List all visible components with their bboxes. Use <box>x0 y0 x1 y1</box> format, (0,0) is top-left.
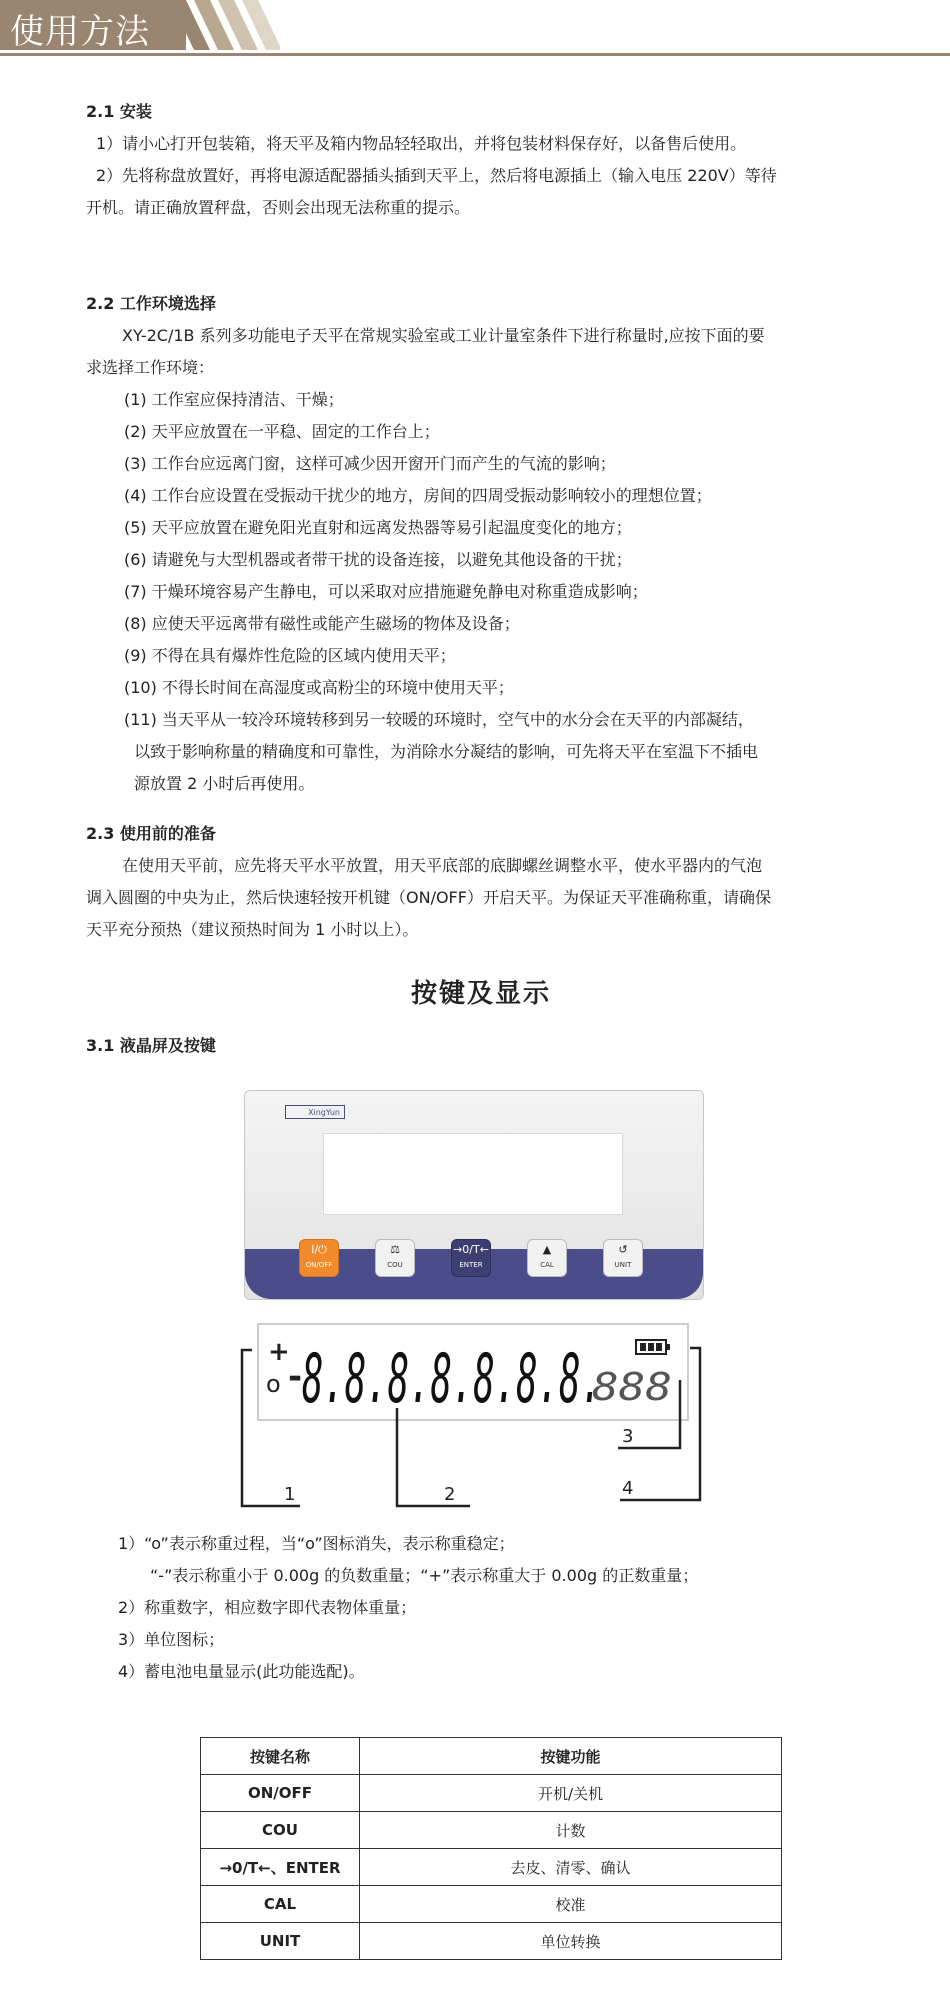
brand-logo: XingYun <box>285 1105 345 1119</box>
note-2: 2）称重数字，相应数字即代表物体重量； <box>118 1598 417 1617</box>
tare-enter-key: →0/T← ENTER <box>451 1239 491 1277</box>
list-item: (8) 应使天平远离带有磁性或能产生磁场的物体及设备； <box>124 614 520 633</box>
section-2-1-title: 2.1 安装 <box>86 102 152 121</box>
note-4: 4）蓄电池电量显示(此功能选配)。 <box>118 1662 365 1681</box>
header-key-name: 按键名称 <box>201 1738 360 1775</box>
plus-sign-icon: + <box>268 1337 290 1367</box>
section-2-3-p2: 调入圆圈的中央为止，然后快速轻按开机键（ON/OFF）开启天平。为保证天平准确称重，请确保 <box>86 888 771 907</box>
callout-4: 4 <box>622 1478 634 1499</box>
list-item: (11) 当天平从一较冷环境转移到另一较暖的环境时，空气中的水分会在天平的内部凝结， <box>124 710 754 729</box>
list-item-continuation: 源放置 2 小时后再使用。 <box>134 774 315 793</box>
section-2-2-intro1: XY-2C/1B 系列多功能电子天平在常规实验室或工业计量室条件下进行称量时,应按下面的要 <box>122 326 765 345</box>
section-2-1-p1: 1）请小心打开包装箱，将天平及箱内物品轻轻取出，并将包装材料保存好，以备售后使用。 <box>96 134 747 153</box>
page-header <box>0 0 950 56</box>
battery-icon <box>636 1340 670 1354</box>
section-2-3-p3: 天平充分预热（建议预热时间为 1 小时以上）。 <box>86 920 419 939</box>
balance-front-panel <box>244 1090 704 1300</box>
callout-1: 1 <box>284 1484 296 1505</box>
environment-list <box>86 384 876 800</box>
note-1: 1）“o”表示称重过程，当“o”图标消失，表示称重稳定； <box>118 1534 515 1553</box>
section-2-1-p2b: 开机。请正确放置秤盘，否则会出现无法称重的提示。 <box>86 198 471 217</box>
section-2-2-intro2: 求选择工作环境： <box>86 358 215 377</box>
section-2-2-title: 2.2 工作环境选择 <box>86 294 216 313</box>
weight-digits: 8.8.8.8.8.8.8. <box>302 1340 602 1419</box>
list-item: (5) 天平应放置在避免阳光直射和远离发热器等易引起温度变化的地方； <box>124 518 632 537</box>
weight-icon: ▲ <box>542 1243 552 1256</box>
key-function-table <box>200 1737 782 1960</box>
header-underline <box>0 53 950 56</box>
header-title: 使用方法 <box>10 12 150 52</box>
header-stripes-decoration <box>170 0 280 50</box>
callout-2: 2 <box>444 1484 456 1505</box>
table-header-row <box>201 1738 782 1775</box>
list-item: (9) 不得在具有爆炸性危险的区域内使用天平； <box>124 646 456 665</box>
section-2-3-p1: 在使用天平前，应先将天平水平放置，用天平底部的底脚螺丝调整水平，使水平器内的气泡 <box>122 856 763 875</box>
list-item-continuation: 以致于影响称量的精确度和可靠性，为消除水分凝结的影响，可先将天平在室温下不插电 <box>134 742 759 761</box>
panel-lcd-window <box>323 1133 623 1215</box>
unit-key: ↺ UNIT <box>603 1239 643 1277</box>
table-row: COU 计数 <box>201 1812 782 1849</box>
list-item: (2) 天平应放置在一平稳、固定的工作台上； <box>124 422 440 441</box>
list-item: (7) 干燥环境容易产生静电，可以采取对应措施避免静电对称重造成影响； <box>124 582 648 601</box>
count-icon: ⚖ <box>390 1243 400 1256</box>
list-item: (10) 不得长时间在高湿度或高粉尘的环境中使用天平； <box>124 678 514 697</box>
note-3: 3）单位图标； <box>118 1630 225 1649</box>
unit-segments: 888 <box>592 1365 672 1409</box>
power-icon: I/⏻ <box>311 1243 327 1256</box>
tare-icon: →0/T← <box>453 1243 489 1256</box>
list-item: (4) 工作台应设置在受振动干扰少的地方，房间的四周受振动影响较小的理想位置； <box>124 486 712 505</box>
table-row: UNIT 单位转换 <box>201 1923 782 1960</box>
lcd-segment-diagram <box>240 1320 710 1520</box>
onoff-key: I/⏻ ON/OFF <box>299 1239 339 1277</box>
section-3-1-title: 3.1 液晶屏及按键 <box>86 1036 216 1055</box>
minus-sign-icon: - <box>288 1357 303 1397</box>
main-heading: 按键及显示 <box>410 979 551 1009</box>
section-2-3-title: 2.3 使用前的准备 <box>86 824 216 843</box>
callout-3: 3 <box>622 1426 634 1447</box>
note-1b: “-”表示称重小于 0.00g 的负数重量；“+”表示称重大于 0.00g 的正数重量； <box>150 1566 699 1585</box>
list-item: (3) 工作台应远离门窗，这样可减少因开窗开门而产生的气流的影响； <box>124 454 616 473</box>
display-notes <box>118 1528 878 1688</box>
cou-key: ⚖ COU <box>375 1239 415 1277</box>
table-row: CAL 校准 <box>201 1886 782 1923</box>
stability-circle-icon: o <box>266 1370 281 1398</box>
table-row: ON/OFF 开机/关机 <box>201 1775 782 1812</box>
header-key-function: 按键功能 <box>360 1738 782 1775</box>
section-2-1-p2: 2）先将称盘放置好，再将电源适配器插头插到天平上，然后将电源插上（输入电压 220V）等待 <box>96 166 777 185</box>
list-item: (6) 请避免与大型机器或者带干扰的设备连接，以避免其他设备的干扰； <box>124 550 632 569</box>
instructions-content <box>86 96 876 1062</box>
unit-cycle-icon: ↺ <box>618 1243 628 1256</box>
list-item: (1) 工作室应保持清洁、干燥； <box>124 390 344 409</box>
table-row: →0/T←、ENTER 去皮、清零、确认 <box>201 1849 782 1886</box>
cal-key: ▲ CAL <box>527 1239 567 1277</box>
